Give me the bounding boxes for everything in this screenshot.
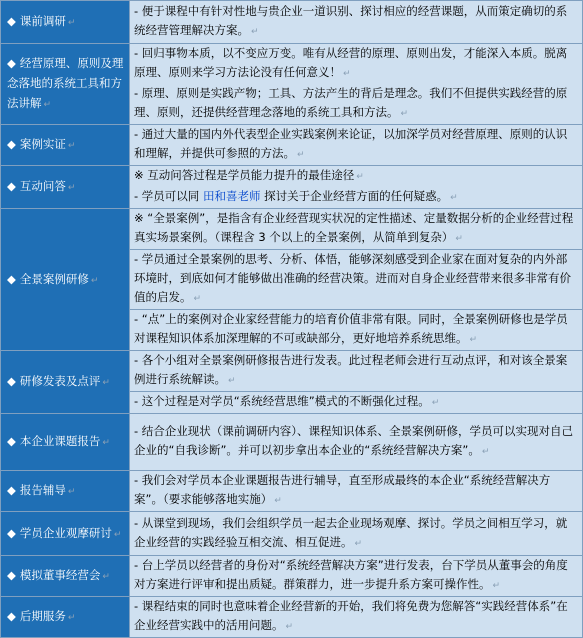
teacher-link[interactable]: 田和喜老师	[202, 189, 261, 203]
row-content-cell	[130, 209, 583, 351]
row-content-cell	[130, 44, 583, 125]
content-paragraph	[134, 597, 578, 637]
row-label: 学员企业观摩研讨	[19, 525, 112, 540]
return-mark-icon: ↵	[297, 150, 305, 160]
return-mark-icon: ↵	[400, 109, 409, 119]
table-row	[1, 471, 583, 512]
return-mark-icon: ↵	[90, 275, 99, 286]
return-mark-icon: ↵	[354, 538, 363, 549]
content-paragraph	[134, 422, 578, 462]
return-mark-icon: ↵	[102, 438, 110, 448]
row-label: 后期服务	[19, 609, 66, 623]
row-label: 案例实证	[19, 137, 66, 151]
return-mark-icon: ↵	[67, 141, 76, 151]
paragraph-text: - “点”上的案例对企业家经营能力的培育价值非常有限。同时，全景案例研修也是学员对课程知识体系加深理解的不可或缺部分，更好地培养系统思维。	[134, 312, 568, 345]
return-mark-icon: ↵	[228, 376, 236, 386]
content-paragraph	[134, 514, 578, 554]
table-row	[1, 1, 583, 44]
content-paragraph	[134, 187, 578, 208]
content-paragraph	[134, 84, 578, 124]
table-row	[1, 44, 583, 125]
row-label-cell	[1, 166, 130, 209]
row-content-cell	[130, 1, 583, 44]
return-mark-icon: ↵	[450, 193, 458, 203]
row-label: 全景案例研修	[19, 271, 89, 286]
return-mark-icon: ↵	[492, 581, 501, 591]
return-mark-icon: ↵	[67, 18, 76, 28]
content-paragraph	[134, 351, 578, 391]
return-mark-icon: ↵	[481, 447, 490, 457]
paragraph-text: - 结合企业现状（课前调研内容）、课程知识体系、全景案例研修，学员可以实现对自己企业的“自我诊断”。并可以初步拿出本企业的“系统经营解决方案”。	[134, 424, 574, 457]
row-content-cell	[130, 125, 583, 166]
paragraph-text: ※ 互动问答过程是学员能力提升的最佳途径	[134, 168, 355, 182]
row-label-cell	[1, 414, 130, 471]
diamond-bullet-icon: ◆	[7, 568, 16, 582]
diamond-bullet-icon: ◆	[7, 56, 16, 70]
table-row	[1, 351, 583, 414]
row-label-cell	[1, 209, 130, 351]
return-mark-icon: ↵	[356, 172, 364, 182]
paragraph-text: - 通过大量的国内外代表型企业实践案例来论证，以加深学员对经营原理、原则的认识和理解，并提供可参照的方法。	[134, 127, 568, 160]
row-label: 报告辅导	[19, 483, 66, 497]
paragraph-text: - 学员可以同	[134, 189, 203, 203]
row-label: 本企业课题报告	[19, 434, 101, 448]
table-row	[1, 512, 583, 556]
return-mark-icon: ↵	[67, 487, 76, 497]
paragraph-text: - 回归事物本质，以不变应万变。唯有从经营的原理、原则出发，才能深入本质。脱离原理、原则来学习方法论没有任何意义！	[134, 46, 568, 79]
paragraph-text: - 课程结束的同时也意味着企业经营新的开始，我们将免费为您解答“实践经营体系”在企业经营实践中的活用问题。	[134, 599, 568, 632]
row-label-cell	[1, 556, 130, 597]
content-paragraph	[134, 2, 578, 42]
content-paragraph	[134, 392, 578, 413]
return-mark-icon: ↵	[343, 69, 351, 79]
return-mark-icon: ↵	[67, 183, 76, 193]
row-content-cell	[130, 166, 583, 209]
diamond-bullet-icon: ◆	[7, 483, 16, 497]
paragraph-text: - 各个小组对全景案例研修报告进行发表。此过程老师会进行互动点评，和对该全景案例进行系统解读。	[134, 353, 568, 386]
row-content-cell	[130, 471, 583, 512]
row-content-cell	[130, 597, 583, 638]
row-label-cell	[1, 44, 130, 125]
return-mark-icon: ↵	[431, 398, 440, 408]
diamond-bullet-icon: ◆	[7, 179, 16, 193]
table-row	[1, 209, 583, 351]
diamond-bullet-icon: ◆	[7, 374, 16, 388]
content-paragraph	[134, 125, 578, 165]
content-paragraph	[134, 166, 578, 187]
paragraph-text: - 台上学员以经营者的身份对“系统经营解决方案”进行发表，台下学员从董事会的角度对方案进行评审和提出质疑。群策群力，进一步提升系方案可操作性。	[134, 558, 568, 591]
row-label-cell	[1, 597, 130, 638]
row-label-cell	[1, 512, 130, 556]
table-row	[1, 125, 583, 166]
row-label-cell	[1, 125, 130, 166]
table-row	[1, 597, 583, 638]
paragraph-text: ※ “全景案例”，是指含有企业经营现实状况的定性描述、定量数据分析的企业经营过程真实场景案例。（课程含 3 个以上的全景案例，从简单到复杂）	[134, 211, 574, 244]
row-content-cell	[130, 414, 583, 471]
row-label: 模拟董事经营会	[19, 568, 101, 582]
table-row	[1, 556, 583, 597]
diamond-bullet-icon: ◆	[7, 434, 16, 448]
diamond-bullet-icon: ◆	[7, 137, 16, 151]
return-mark-icon: ↵	[274, 496, 282, 506]
return-mark-icon: ↵	[193, 294, 202, 304]
row-label-cell	[1, 471, 130, 512]
paragraph-text: - 学员通过全景案例的思考、分析、体悟，能够深刻感受到企业家在面对复杂的内外部环境时，到底如何才能够做出准确的经营决策。进而对自身企业经营带来很多非常有价值的启发。	[134, 252, 571, 304]
table-row	[1, 414, 583, 471]
row-content-cell	[130, 512, 583, 556]
paragraph-text: 探讨关于企业经营方面的任何疑惑。	[260, 189, 449, 203]
content-paragraph	[134, 44, 578, 84]
diamond-bullet-icon: ◆	[7, 609, 16, 623]
paragraph-text: - 这个过程是对学员“系统经营思维”模式的不断强化过程。	[134, 394, 430, 408]
return-mark-icon: ↵	[102, 378, 110, 388]
row-content-cell	[130, 351, 583, 414]
diamond-bullet-icon: ◆	[7, 14, 16, 28]
row-label: 互动问答	[19, 179, 66, 193]
row-label-cell	[1, 351, 130, 414]
return-mark-icon: ↵	[113, 529, 122, 540]
content-paragraph	[134, 471, 578, 511]
row-label: 经营原理、原则及理念落地的系统工具和方法讲解	[7, 56, 124, 110]
return-mark-icon: ↵	[469, 335, 478, 345]
paragraph-text: - 从课堂到现场，我们会组织学员一起去企业现场观摩、探讨。学员之间相互学习，就企业经营的实践经验互相交流、相互促进。	[134, 515, 568, 549]
paragraph-text: - 我们会对学员本企业课题报告进行辅导，直至形成最终的本企业“系统经营解决方案”。（要求能够落地实施）	[134, 473, 551, 506]
diamond-bullet-icon: ◆	[7, 525, 16, 540]
return-mark-icon: ↵	[455, 234, 463, 244]
content-paragraph	[134, 250, 578, 309]
return-mark-icon: ↵	[43, 100, 52, 110]
return-mark-icon: ↵	[102, 572, 110, 582]
content-paragraph	[134, 310, 578, 350]
row-content-cell	[130, 556, 583, 597]
diamond-bullet-icon: ◆	[7, 271, 16, 286]
paragraph-text: - 便于课程中有针对性地与贵企业一道识别、探讨相应的经营课题，从而策定确切的系统经营管理解决方案。	[134, 4, 568, 37]
content-paragraph	[134, 556, 578, 596]
return-mark-icon: ↵	[67, 613, 76, 623]
return-mark-icon: ↵	[251, 27, 259, 37]
table-row	[1, 166, 583, 209]
row-label-cell	[1, 1, 130, 44]
paragraph-text: - 原理、原则是实践产物；工具、方法产生的背后是理念。我们不但提供实践经营的原理、原则，还提供经营理念落地的系统工具和方法。	[134, 86, 568, 119]
content-paragraph	[134, 209, 578, 249]
row-label: 课前调研	[19, 14, 66, 28]
row-label: 研修发表及点评	[19, 374, 101, 388]
return-mark-icon: ↵	[285, 622, 294, 632]
